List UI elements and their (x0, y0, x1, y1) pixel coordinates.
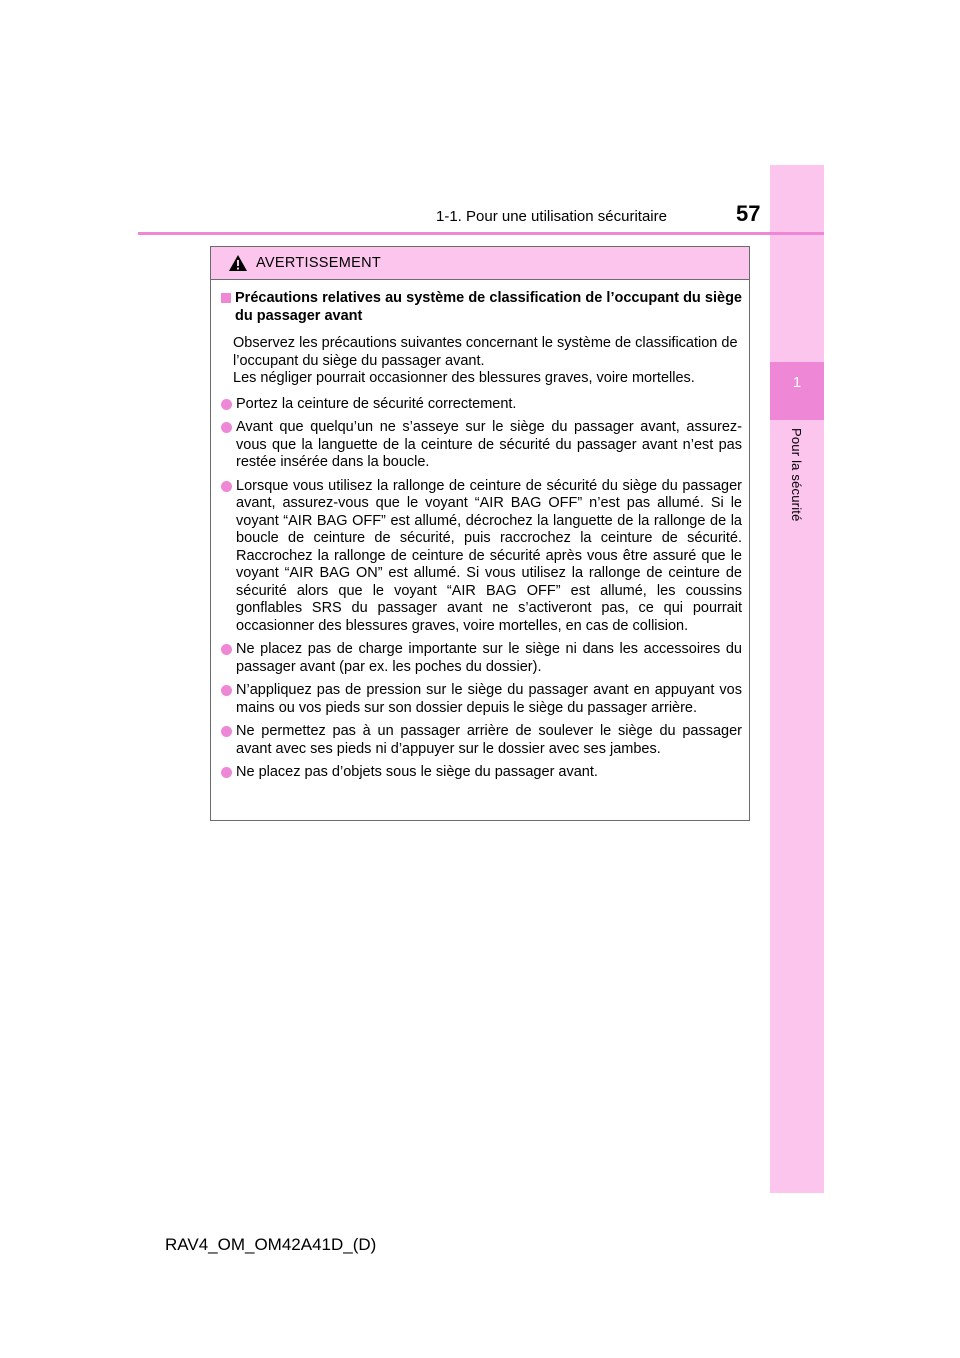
intro-paragraph-1: Observez les précautions suivantes concernant le système de classification de l’occupant du siège du passager avant. (233, 335, 738, 369)
list-item-text: Ne permettez pas à un passager arrière de soulever le siège du passager avant avec ses pieds ni d’appuyer sur le dossier avec ses jambes. (236, 723, 742, 757)
chapter-side-tab (770, 165, 824, 1193)
chapter-side-tab-active (770, 362, 824, 420)
chapter-number: 1 (792, 374, 802, 391)
list-item-text: Avant que quelqu’un ne s’asseye sur le siège du passager avant, assurez-vous que la languette de la ceinture de sécurité du passager avant n’est pas restée insérée dans la boucle. (236, 419, 742, 470)
bullet-dot-icon (221, 644, 232, 655)
list-item-text: Lorsque vous utilisez la rallonge de ceinture de sécurité du siège du passager avant, assurez-vous que le voyant “AIR BAG OFF” n’est pas allumé. Si le voyant “AIR BAG OFF” est allumé, décrochez la languette de la rallonge de la boucle de ceinture de sécurité, puis raccrochez la ceinture de sécurité. Raccrochez la rallonge de ceinture de sécurité après vous être assuré que le voyant “AIR BAG ON” est allumé. Si vous utilisez la rallonge de ceinture de sécurité alors que le voyant “AIR BAG OFF” est allumé, les coussins gonflables SRS du passager avant ne s’activeront pas, ce qui pourrait occasionner des blessures graves, voire mortelles, en cas de collision. (236, 477, 742, 634)
warning-box (210, 246, 750, 821)
list-item (219, 723, 742, 758)
list-item (219, 641, 742, 676)
warning-heading-row (219, 290, 742, 325)
bullet-dot-icon (221, 422, 232, 433)
intro-paragraph-2: Les négliger pourrait occasionner des blessures graves, voire mortelles. (233, 370, 695, 386)
list-item (219, 682, 742, 717)
section-title: 1-1. Pour une utilisation sécuritaire (436, 208, 667, 225)
warning-title: AVERTISSEMENT (256, 255, 382, 271)
warning-body (211, 280, 749, 782)
list-item (219, 764, 742, 782)
bullet-dot-icon (221, 399, 232, 410)
header-divider (138, 232, 824, 235)
list-item-text: Portez la ceinture de sécurité correctement. (236, 395, 517, 412)
square-bullet-icon (221, 293, 231, 303)
bullet-dot-icon (221, 685, 232, 696)
list-item-text: N’appliquez pas de pression sur le siège du passager avant en appuyant vos mains ou vos pieds sur son dossier depuis le siège du passager arrière. (236, 682, 742, 716)
list-item-text: Ne placez pas d’objets sous le siège du passager avant. (236, 764, 598, 780)
bullet-dot-icon (221, 481, 232, 492)
warning-triangle-icon (228, 254, 248, 272)
list-item (219, 478, 742, 636)
precaution-list (219, 396, 742, 782)
list-item-text: Ne placez pas de charge importante sur le siège ni dans les accessoires du passager avant (par ex. les poches du dossier). (236, 641, 742, 675)
document-code: RAV4_OM_OM42A41D_(D) (165, 1235, 377, 1254)
list-item (219, 419, 742, 472)
page-number: 57 (736, 201, 761, 226)
warning-header (211, 247, 749, 280)
bullet-dot-icon (221, 726, 232, 737)
warning-heading: Précautions relatives au système de classification de l’occupant du siège du passager avant (235, 290, 742, 324)
bullet-dot-icon (221, 767, 232, 778)
list-item (219, 396, 742, 414)
chapter-label: Pour la sécurité (789, 428, 804, 522)
warning-intro (233, 335, 742, 388)
